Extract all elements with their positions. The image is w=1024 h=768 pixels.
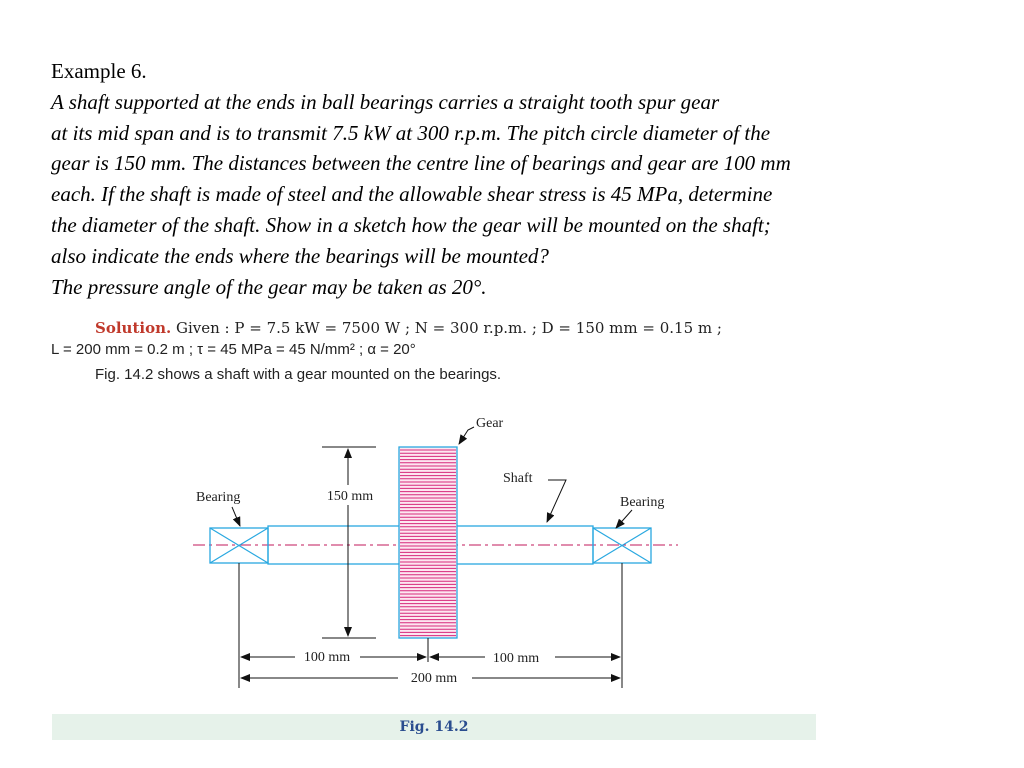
given-values: P = 7.5 kW = 7500 W ; N = 300 r.p.m. ; D = 150 mm = 0.15 m ; — [234, 319, 722, 337]
problem-line: A shaft supported at the ends in ball bearings carries a straight tooth spur gear — [51, 89, 720, 114]
caption-bar — [52, 714, 816, 740]
solution-line-3: Fig. 14.2 shows a shaft with a gear mounted on the bearings. — [95, 366, 502, 383]
given-label: Given : — [175, 319, 230, 337]
figure-caption: Fig. 14.2 — [399, 719, 469, 735]
dim-100-right-label: 100 mm — [492, 651, 540, 666]
dim-150-line — [322, 447, 376, 638]
gear-body — [399, 447, 457, 638]
problem-line: each. If the shaft is made of steel and the allowable shear stress is 45 MPa, determine — [51, 182, 773, 207]
bearing-right-label: Bearing — [620, 495, 665, 510]
shaft-label: Shaft — [503, 471, 533, 486]
problem-line: gear is 150 mm. The distances between the centre line of bearings and gear are 100 mm — [51, 151, 791, 176]
dim-200-label: 200 mm — [410, 671, 458, 686]
problem-line: also indicate the ends where the bearings will be mounted? — [51, 243, 549, 268]
dim-150-label: 150 mm — [326, 489, 374, 504]
bearing-left-label: Bearing — [196, 490, 241, 505]
gear-label: Gear — [476, 416, 504, 431]
problem-line: The pressure angle of the gear may be taken as 20°. — [51, 274, 487, 299]
solution-label: Solution. — [95, 319, 172, 337]
problem-line: at its mid span and is to transmit 7.5 kW at 300 r.p.m. The pitch circle diameter of the — [51, 120, 771, 145]
solution-line-2: L = 200 mm = 0.2 m ; τ = 45 MPa = 45 N/mm² ; α = 20° — [51, 341, 416, 358]
problem-heading: Example 6. — [51, 59, 147, 83]
dim-100-left-label: 100 mm — [303, 650, 351, 665]
problem-line: the diameter of the shaft. Show in a sketch how the gear will be mounted on the shaft; — [51, 212, 771, 237]
